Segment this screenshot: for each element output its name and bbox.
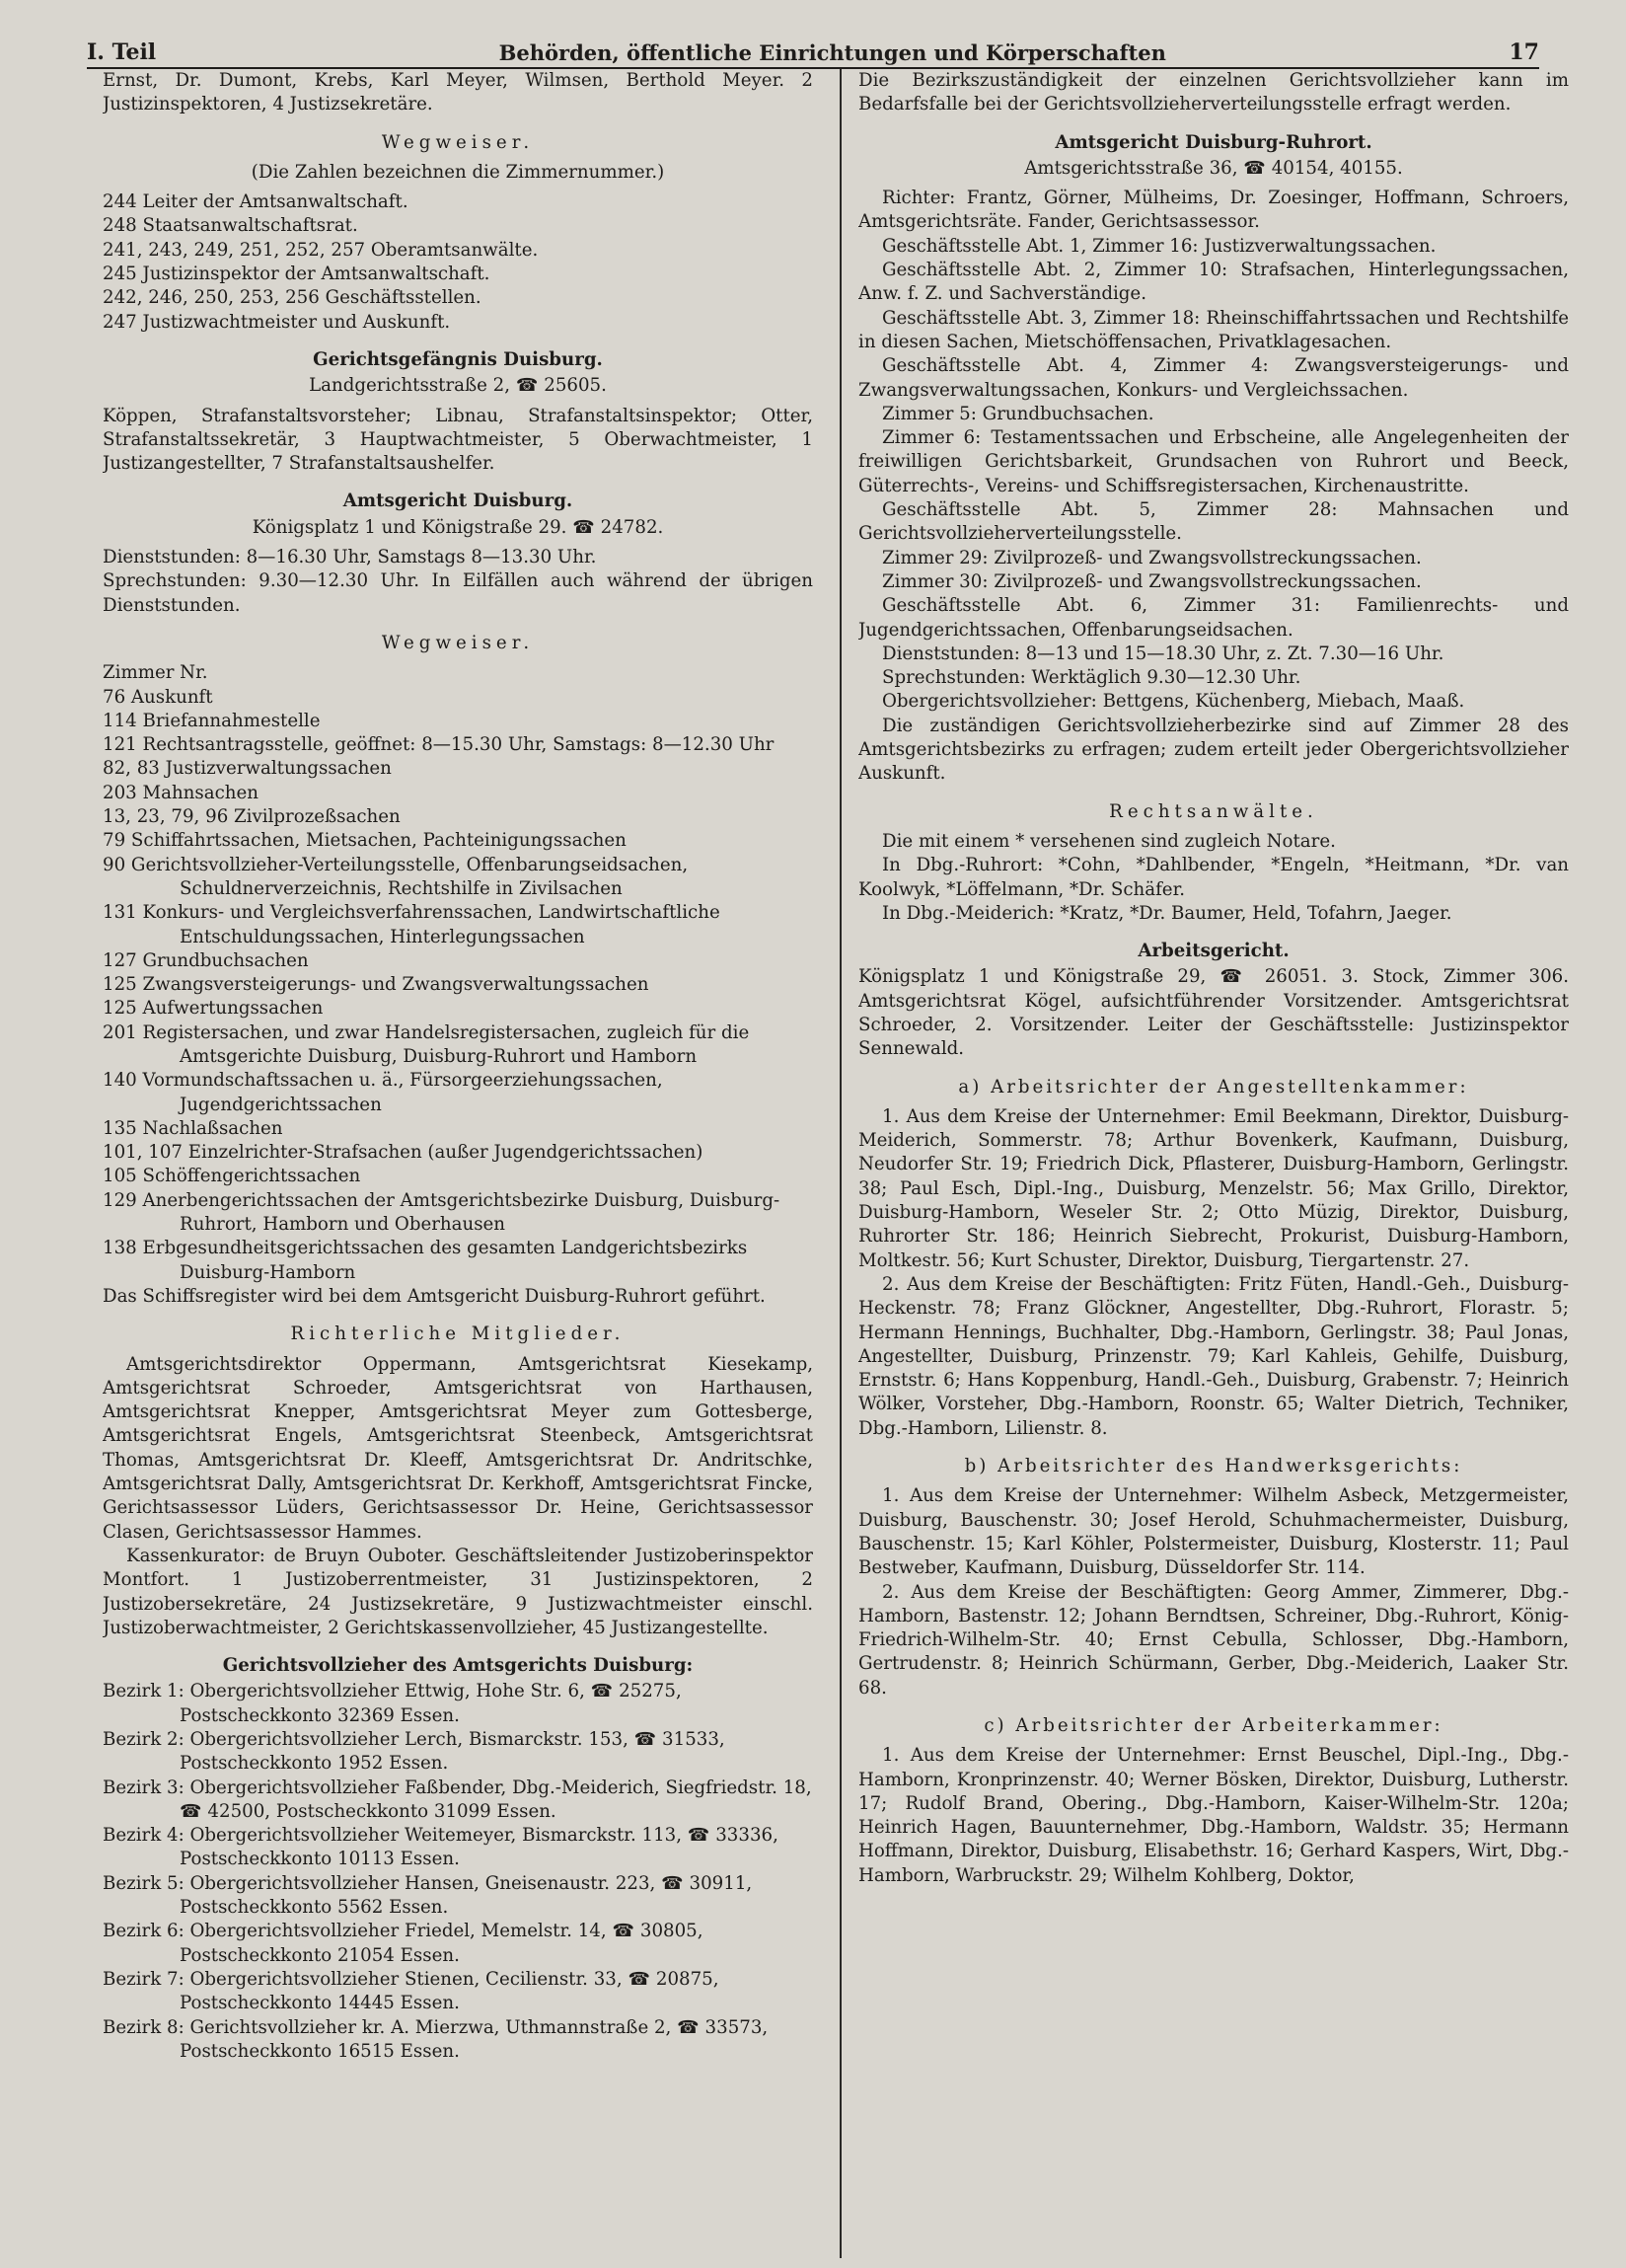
room-line: 121 Rechtsantragsstelle, geöffnet: 8—15.30 Uhr, Samstags: 8—12.30 Uhr [103,734,775,756]
room-line: 135 Nachlaßsachen [103,1117,283,1139]
directory-paragraph: Zimmer 5: Grundbuchsachen. [882,403,1154,424]
section-subheading: (Die Zahlen bezeichnen die Zimmernummer.) [251,161,665,183]
office-hours: Dienststunden: 8—13 und 15—18.30 Uhr, z. Zt. 7.30—16 Uhr. [882,643,1444,664]
lawyers-list: In Dbg.-Ruhrort: *Cohn, *Dahlbender, *Engeln, *Heitmann, *Dr. van Koolwyk, *Löffelmann, *Dr. Schäfer. [858,855,1569,900]
judges-list: 1. Aus dem Kreise der Unternehmer: Ernst Beuschel, Dipl.-Ing., Dbg.-Hamborn, Kronprinzenstr. 40; Werner Bösken, Direktor, Duisburg, Lutherstr. 17; Rudolf Brand, Obering., Dbg.-Hamborn, Kaiser-Wilhelm-Str. 120a; Heinrich Hagen, Bauunternehmer, Dbg.-Hamborn, Waldstr. 35; Hermann Hoffmann, Direktor, Duisburg, Elisabethstr. 16; Gerhard Kaspers, Wirt, Dbg.-Hamborn, Warbruckstr. 29; Wilhelm Kohlberg, Doktor, [858,1745,1569,1886]
room-line: 245 Justizinspektor der Amtsanwaltschaft. [103,264,490,285]
room-line: 131 Konkurs- und Vergleichsverfahrenssachen, Landwirtschaftliche Entschuldungssachen, Hinterlegungssachen [103,902,720,947]
district-entry: Bezirk 8: Gerichtsvollzieher kr. A. Mierzwa, Uthmannstraße 2, ☎ 33573, Postscheckkonto 16515 Essen. [103,2016,769,2062]
left-column [103,69,813,2258]
judges-list: 2. Aus dem Kreise der Beschäftigten: Fritz Füten, Handl.-Geh., Duisburg-Heckenstr. 78; Franz Glöckner, Angestellter, Dbg.-Ruhrort, Florastr. 5; Hermann Hennings, Buchhalter, Dbg.-Hamborn, Gerlingstr. 38; Paul Jonas, Angestellter, Duisburg, Prinzenstr. 79; Karl Kahleis, Gehilfe, Duisburg, Ernststr. 6; Hans Koppenburg, Handl.-Geh., Duisburg, Grabenstr. 7; Heinrich Wölker, Vorsteher, Dbg.-Hamborn, Roonstr. 65; Walter Dietrich, Techniker, Dbg.-Hamborn, Lilienstr. 8. [858,1273,1569,1439]
directory-paragraph: Die zuständigen Gerichtsvollzieherbezirke sind auf Zimmer 28 des Amtsgerichtsbezirks zu erfragen; zudem erteilt jeder Obergerichtsvollzieher Auskunft. [858,715,1569,785]
room-line: 114 Briefannahmestelle [103,710,321,731]
directory-paragraph: Obergerichtsvollzieher: Bettgens, Küchenberg, Miebach, Maaß. [882,691,1465,713]
judges-list: 1. Aus dem Kreise der Unternehmer: Wilhelm Asbeck, Metzgermeister, Duisburg, Bauschenstr. 30; Josef Herold, Schuhmachermeister, Duisburg, Bauschenstr. 15; Karl Köhler, Polstermeister, Duisburg, Klosterstr. 11; Paul Bestweber, Kaufmann, Duisburg, Düsseldorfer Str. 114. [858,1485,1569,1579]
section-heading-wegweiser: Wegweiser. [381,131,535,153]
address-line: Landgerichtsstraße 2, ☎ 25605. [309,375,607,397]
directory-paragraph: Richter: Frantz, Görner, Mülheims, Dr. Zoesinger, Hoffmann, Schroers, Amtsgerichtsräte. Fander, Gerichtsassessor. [858,188,1569,233]
district-entry: Bezirk 2: Obergerichtsvollzieher Lerch, Bismarckstr. 153, ☎ 31533, Postscheckkonto 1952 Essen. [103,1729,725,1775]
room-line: 203 Mahnsachen [103,782,259,803]
labour-court-info: Königsplatz 1 und Königstraße 29, ☎ 26051. 3. Stock, Zimmer 306. Amtsgerichtsrat Kögel, aufsichtführender Vorsitzender. Amtsgerichtsrat Schroeder, 2. Vorsitzender. Leiter der Geschäftsstelle: Justizinspektor Sennewald. [858,966,1569,1060]
directory-paragraph: Zimmer 30: Zivilprozeß- und Zwangsvollstreckungssachen. [882,570,1422,592]
staff-paragraph: Kassenkurator: de Bruyn Ouboter. Geschäftsleitender Justizoberinspektor Montfort. 1 Justizoberrentmeister, 31 Justizinspektoren, 2 Justizobersekretäre, 24 Justizsekretäre, 9 Justizwachtmeister einschl. Justizoberwachtmeister, 2 Gerichtskassenvollzieher, 45 Justizangestellte. [103,1545,813,1638]
subsection-heading-c: c) Arbeitsrichter der Arbeiterkammer: [984,1715,1443,1736]
directory-paragraph: Geschäftsstelle Abt. 2, Zimmer 10: Strafsachen, Hinterlegungssachen, Anw. f. Z. und Sachverständige. [858,260,1569,305]
directory-paragraph: Geschäftsstelle Abt. 5, Zimmer 28: Mahnsachen und Gerichtsvollzieherverteilungsstelle. [858,499,1569,545]
room-line: Zimmer Nr. [103,662,208,684]
room-line: 248 Staatsanwaltschaftsrat. [103,215,358,237]
district-entry: Bezirk 6: Obergerichtsvollzieher Friedel, Memelstr. 14, ☎ 30805, Postscheckkonto 21054 Essen. [103,1921,703,1966]
bailiff-districts [103,1680,813,2064]
right-column [858,69,1569,2258]
section-heading-ruhrort: Amtsgericht Duisburg-Ruhrort. [1055,131,1372,153]
part-label: I. Teil [87,39,157,65]
subsection-heading-b: b) Arbeitsrichter des Handwerksgerichts: [964,1456,1463,1477]
section-heading-gefaengnis: Gerichtsgefängnis Duisburg. [313,348,603,370]
directory-paragraph: Geschäftsstelle Abt. 3, Zimmer 18: Rheinschiffahrtssachen und Rechtshilfe in diesen Sachen, Mietschöffensachen, Privatklagesachen. [858,307,1569,352]
page-number: 17 [1509,39,1539,65]
section-heading-gerichtsvollzieher: Gerichtsvollzieher des Amtsgerichts Duisburg: [222,1655,694,1677]
room-line: 79 Schiffahrtssachen, Mietsachen, Pachteinigungssachen [103,830,627,852]
room-line: 76 Auskunft [103,686,213,708]
office-hours: Dienststunden: 8—16.30 Uhr, Samstags 8—13.30 Uhr. [103,547,597,568]
lawyers-list: In Dbg.-Meiderich: *Kratz, *Dr. Baumer, Held, Tofahrn, Jaeger. [882,902,1452,924]
running-title: Behörden, öffentliche Einrichtungen und Körperschaften [498,40,1166,65]
directory-paragraph: Zimmer 6: Testamentssachen und Erbscheine, alle Angelegenheiten der freiwilligen Gerichtsbarkeit, Grundsachen von Ruhrort und Beeck, Güterrechts-, Vereins- und Schiffsregistersachen, Kirchenaustritte. [858,427,1569,496]
staff-paragraph: Köppen, Strafanstaltsvorsteher; Libnau, Strafanstaltsinspektor; Otter, Strafanstaltssekretär, 3 Hauptwachtmeister, 5 Oberwachtmeister, 1 Justizangestellter, 7 Strafanstaltsaushelfer. [103,405,813,475]
room-line: 242, 246, 250, 253, 256 Geschäftsstellen. [103,287,481,309]
directory-paragraph: Geschäftsstelle Abt. 6, Zimmer 31: Familienrechts- und Jugendgerichtssachen, Offenbarungseidsachen. [858,595,1569,641]
district-entry: Bezirk 3: Obergerichtsvollzieher Faßbender, Dbg.-Meiderich, Siegfriedstr. 18, ☎ 42500, Postscheckkonto 31099 Essen. [103,1777,812,1822]
directory-paragraph: Zimmer 29: Zivilprozeß- und Zwangsvollstreckungssachen. [882,547,1422,568]
room-line: 125 Zwangsversteigerungs- und Zwangsverwaltungssachen [103,974,649,996]
directory-paragraph: Geschäftsstelle Abt. 4, Zimmer 4: Zwangsversteigerungs- und Zwangsverwaltungssachen, Konkurs- und Vergleichssachen. [858,355,1569,401]
room-line: 127 Grundbuchsachen [103,949,309,971]
consultation-hours: Sprechstunden: Werktäglich 9.30—12.30 Uhr. [882,667,1301,689]
jurisdiction-note: Die Bezirkszuständigkeit der einzelnen Gerichtsvollzieher kann im Bedarfsfalle bei der Gerichtsvollzieherverteilungsstelle erfragt werden. [858,70,1569,115]
district-entry: Bezirk 7: Obergerichtsvollzieher Stienen, Cecilienstr. 33, ☎ 20875, Postscheckkonto 14445 Essen. [103,1968,719,2014]
section-heading-amtsgericht: Amtsgericht Duisburg. [342,491,573,512]
directory-paragraph: Geschäftsstelle Abt. 1, Zimmer 16: Justizverwaltungssachen. [882,235,1437,257]
room-line: 13, 23, 79, 96 Zivilprozeßsachen [103,806,401,828]
room-line: 201 Registersachen, und zwar Handelsregistersachen, zugleich für die Amtsgerichte Duisburg, Duisburg-Ruhrort und Hamborn [103,1021,750,1067]
section-heading-richter: Richterliche Mitglieder. [290,1323,626,1345]
column-divider [840,69,842,2258]
room-line: 247 Justizwachtmeister und Auskunft. [103,311,451,333]
ruhrort-directory [858,187,1569,786]
district-entry: Bezirk 4: Obergerichtsvollzieher Weitemeyer, Bismarckstr. 113, ☎ 33336, Postscheckkonto 10113 Essen. [103,1825,778,1870]
address-line: Amtsgerichtsstraße 36, ☎ 40154, 40155. [1024,157,1403,179]
subsection-heading-a: a) Arbeitsrichter der Angestelltenkammer: [958,1076,1469,1097]
room-line: 101, 107 Einzelrichter-Strafsachen (außer Jugendgerichtssachen) [103,1142,703,1164]
room-line: 241, 243, 249, 251, 252, 257 Oberamtsanwälte. [103,239,539,261]
room-line: Das Schiffsregister wird bei dem Amtsgericht Duisburg-Ruhrort geführt. [103,1285,766,1307]
room-line: 140 Vormundschaftssachen u. ä., Fürsorgeerziehungssachen, Jugendgerichtssachen [103,1070,663,1115]
room-line: 82, 83 Justizverwaltungssachen [103,758,392,780]
district-entry: Bezirk 1: Obergerichtsvollzieher Ettwig, Hohe Str. 6, ☎ 25275, Postscheckkonto 32369 Essen. [103,1681,682,1726]
room-line: 138 Erbgesundheitsgerichtssachen des gesamten Landgerichtsbezirks Duisburg-Hamborn [103,1238,748,1283]
district-entry: Bezirk 5: Obergerichtsvollzieher Hansen, Gneisenaustr. 223, ☎ 30911, Postscheckkonto 5562 Essen. [103,1872,753,1919]
consultation-hours: Sprechstunden: 9.30—12.30 Uhr. In Eilfällen auch während der übrigen Dienststunden. [103,570,813,616]
room-line: 129 Anerbengerichtssachen der Amtsgerichtsbezirke Duisburg, Duisburg-Ruhrort, Hamborn und Oberhausen [103,1189,780,1236]
lawyers-note: Die mit einem * versehenen sind zugleich Notare. [882,830,1336,852]
address-line: Königsplatz 1 und Königstraße 29. ☎ 24782. [252,516,664,538]
staff-paragraph: Ernst, Dr. Dumont, Krebs, Karl Meyer, Wilmsen, Berthold Meyer. 2 Justizinspektoren, 4 Justizsekretäre. [103,70,813,115]
judges-paragraph: Amtsgerichtsdirektor Oppermann, Amtsgerichtsrat Kiesekamp, Amtsgerichtsrat Schroeder, Amtsgerichtsrat von Harthausen, Amtsgerichtsrat Knepper, Amtsgerichtsrat Meyer zum Gottesberge, Amtsgerichtsrat Engels, Amtsgerichtsrat Steenbeck, Amtsgerichtsrat Thomas, Amtsgerichtsrat Dr. Kleeff, Amtsgerichtsrat Dr. Andritschke, Amtsgerichtsrat Dally, Amtsgerichtsrat Dr. Kerkhoff, Amtsgerichtsrat Fincke, Gerichtsassessor Lüders, Gerichtsassessor Dr. Heine, Gerichtsassessor Clasen, Gerichtsassessor Hammes. [103,1353,813,1543]
room-line: 244 Leiter der Amtsanwaltschaft. [103,191,408,213]
room-line: 90 Gerichtsvollzieher-Verteilungsstelle, Offenbarungseidsachen, Schuldnerverzeichnis, Rechtshilfe in Zivilsachen [103,854,689,899]
room-line: 105 Schöffengerichtssachen [103,1166,361,1187]
section-heading-wegweiser: Wegweiser. [381,632,535,653]
section-heading-rechtsanwaelte: Rechtsanwälte. [1109,800,1318,822]
judges-list: 1. Aus dem Kreise der Unternehmer: Emil Beekmann, Direktor, Duisburg-Meiderich, Sommerstr. 78; Arthur Bovenkerk, Kaufmann, Duisburg, Neudorfer Str. 19; Friedrich Dick, Pflasterer, Duisburg-Hamborn, Gerlingstr. 38; Paul Esch, Dipl.-Ing., Duisburg, Menzelstr. 56; Max Grillo, Direktor, Duisburg-Hamborn, Weseler Str. 2; Otto Müzig, Direktor, Duisburg, Ruhrorter Str. 186; Heinrich Siebrecht, Prokurist, Duisburg-Hamborn, Moltkestr. 56; Kurt Schuster, Direktor, Duisburg, Tiergartenstr. 27. [858,1105,1569,1271]
judges-list: 2. Aus dem Kreise der Beschäftigten: Georg Ammer, Zimmerer, Dbg.-Hamborn, Bastenstr. 12; Johann Berndtsen, Schreiner, Dbg.-Ruhrort, König-Friedrich-Wilhelm-Str. 40; Ernst Cebulla, Schlosser, Dbg.-Hamborn, Gertrudenstr. 8; Heinrich Schürmann, Gerber, Dbg.-Meiderich, Laaker Str. 68. [858,1581,1569,1699]
page-header [87,30,1539,69]
section-heading-arbeitsgericht: Arbeitsgericht. [1138,941,1290,962]
room-directory [103,661,813,1309]
room-directory [103,190,813,335]
room-line: 125 Aufwertungssachen [103,998,324,1020]
